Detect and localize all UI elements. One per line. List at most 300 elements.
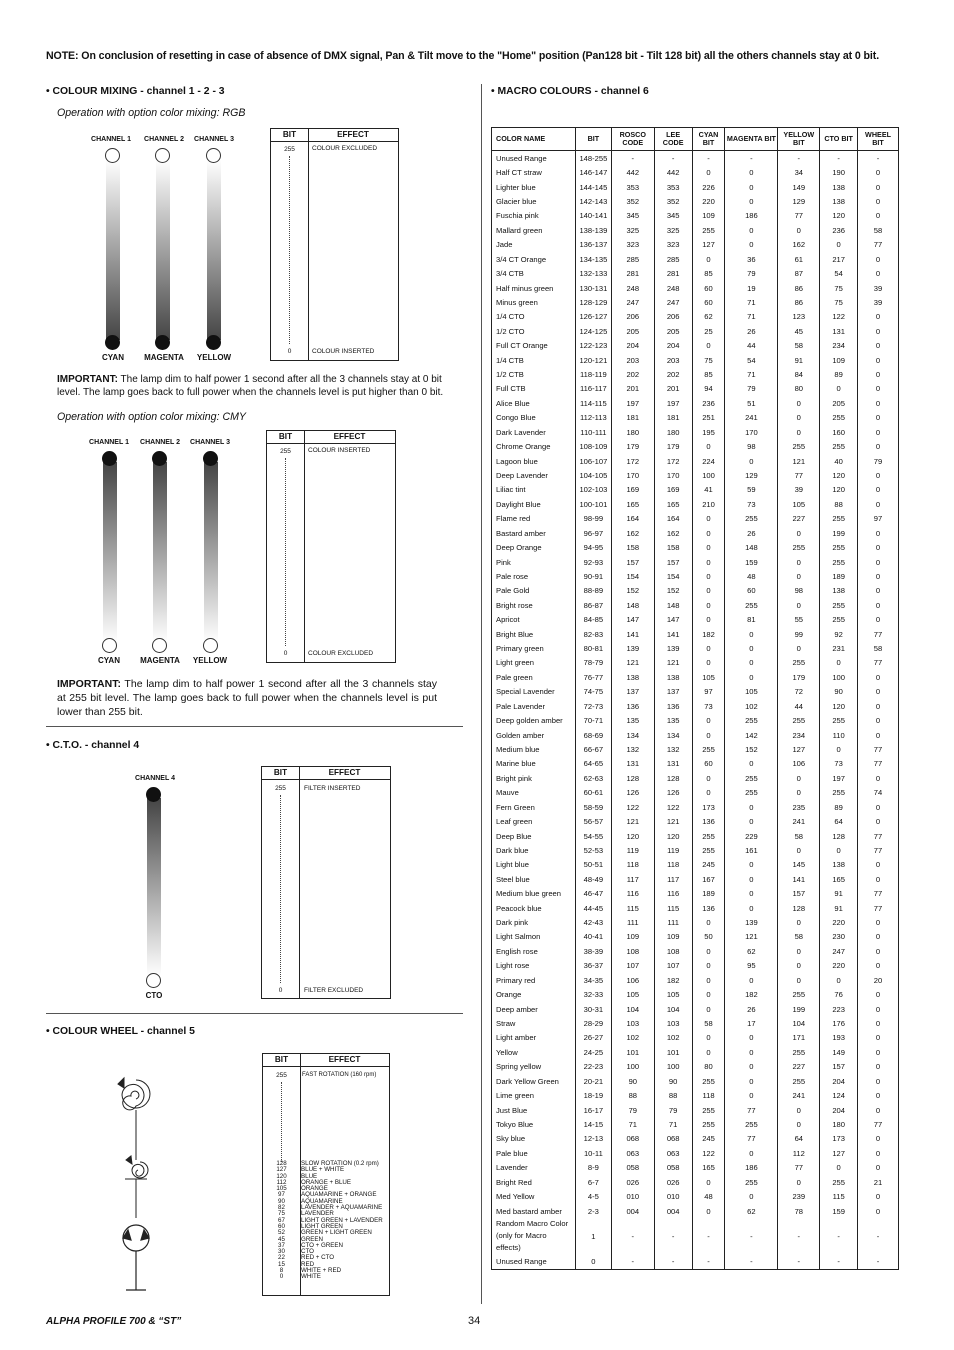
column-header: LEE CODE bbox=[654, 128, 692, 151]
table-cell: 195 bbox=[692, 425, 725, 439]
table-cell: 44 bbox=[725, 338, 778, 352]
table-cell: 30-31 bbox=[575, 1002, 611, 1016]
table-cell: 205 bbox=[611, 324, 654, 338]
cmy-cyan-label: CYAN bbox=[98, 656, 120, 665]
table-cell: 48 bbox=[692, 1189, 725, 1203]
table-cell: 75 bbox=[692, 353, 725, 367]
cto-top-dot bbox=[146, 787, 161, 802]
table-cell: 0 bbox=[820, 742, 858, 756]
table-cell: 0 bbox=[725, 901, 778, 915]
cmy-channel-2-label: CHANNEL 2 bbox=[140, 439, 180, 446]
table-row bbox=[492, 1088, 899, 1102]
effect-value: LAVENDER + AQUAMARINE bbox=[301, 1204, 383, 1212]
table-cell: Lighter blue bbox=[492, 180, 576, 194]
rgb-yellow-top-dot bbox=[206, 148, 221, 163]
table-cell: 77 bbox=[858, 742, 899, 756]
section-divider bbox=[46, 1013, 463, 1014]
table-cell: 165 bbox=[692, 1161, 725, 1175]
table-row bbox=[492, 526, 899, 540]
table-cell: 0 bbox=[820, 656, 858, 670]
table-cell: 41 bbox=[692, 483, 725, 497]
table-cell: 203 bbox=[654, 353, 692, 367]
table-cell: 140-141 bbox=[575, 209, 611, 223]
table-cell: 255 bbox=[692, 829, 725, 843]
bit-value: 67 bbox=[278, 1216, 285, 1224]
table-cell: 206 bbox=[654, 310, 692, 324]
table-cell: 325 bbox=[611, 223, 654, 237]
colour-wheel-effect-list bbox=[301, 1161, 383, 1281]
table-cell: Deep Lavender bbox=[492, 468, 576, 482]
table-row bbox=[492, 1204, 899, 1218]
bit-value: 45 bbox=[278, 1235, 285, 1243]
table-cell: 0 bbox=[858, 930, 899, 944]
table-row bbox=[492, 598, 899, 612]
table-cell: 97 bbox=[692, 685, 725, 699]
table-cell: 26 bbox=[725, 1002, 778, 1016]
bit-value: 0 bbox=[278, 987, 283, 994]
table-cell: 86 bbox=[778, 295, 820, 309]
table-cell: 255 bbox=[820, 512, 858, 526]
table-cell: 85 bbox=[692, 266, 725, 280]
table-cell: 122 bbox=[820, 310, 858, 324]
table-cell: 137 bbox=[611, 685, 654, 699]
table-cell: 118 bbox=[611, 858, 654, 872]
table-cell: 79 bbox=[611, 1103, 654, 1117]
bit-value: 75 bbox=[278, 1210, 285, 1218]
table-row bbox=[492, 829, 899, 843]
table-cell: Spring yellow bbox=[492, 1060, 576, 1074]
table-cell: 77 bbox=[858, 656, 899, 670]
table-cell: 0 bbox=[725, 194, 778, 208]
table-cell: 0 bbox=[725, 670, 778, 684]
table-cell: 18-19 bbox=[575, 1088, 611, 1102]
table-cell: 0 bbox=[778, 555, 820, 569]
table-cell: 201 bbox=[654, 382, 692, 396]
table-cell: 0 bbox=[725, 656, 778, 670]
table-cell: 0 bbox=[725, 887, 778, 901]
table-cell: 71 bbox=[725, 310, 778, 324]
effect-value: COLOUR INSERTED bbox=[312, 348, 375, 355]
table-cell: 77 bbox=[858, 627, 899, 641]
table-row bbox=[492, 367, 899, 381]
table-cell: 118 bbox=[654, 858, 692, 872]
effect-value: ORANGE bbox=[301, 1185, 328, 1193]
table-cell: 0 bbox=[778, 641, 820, 655]
table-cell: - bbox=[778, 151, 820, 166]
table-cell: 204 bbox=[654, 338, 692, 352]
table-cell: Jade bbox=[492, 238, 576, 252]
table-cell: 106-107 bbox=[575, 454, 611, 468]
table-cell: 111 bbox=[654, 915, 692, 929]
table-row bbox=[492, 670, 899, 684]
table-cell: Bright pink bbox=[492, 771, 576, 785]
table-cell: 86 bbox=[778, 281, 820, 295]
table-cell: 141 bbox=[778, 872, 820, 886]
table-cell: 38-39 bbox=[575, 944, 611, 958]
table-cell: 026 bbox=[654, 1175, 692, 1189]
table-cell: 0 bbox=[692, 728, 725, 742]
table-cell: 136-137 bbox=[575, 238, 611, 252]
table-cell: 0 bbox=[858, 1189, 899, 1203]
table-cell: 0 bbox=[858, 800, 899, 814]
table-cell: 95 bbox=[725, 959, 778, 973]
table-cell: 109 bbox=[692, 209, 725, 223]
table-cell: 126 bbox=[611, 786, 654, 800]
table-cell: 154 bbox=[611, 569, 654, 583]
table-cell: 0 bbox=[692, 165, 725, 179]
table-cell: 247 bbox=[611, 295, 654, 309]
table-cell: 0 bbox=[725, 627, 778, 641]
table-cell: 170 bbox=[611, 468, 654, 482]
table-cell: 0 bbox=[725, 757, 778, 771]
bit-value: 82 bbox=[278, 1204, 285, 1212]
table-cell: 234 bbox=[820, 338, 858, 352]
table-cell: Marine blue bbox=[492, 757, 576, 771]
effect-value: RED bbox=[301, 1260, 315, 1268]
table-cell: 115 bbox=[611, 901, 654, 915]
table-cell: 245 bbox=[692, 858, 725, 872]
table-cell: 058 bbox=[654, 1161, 692, 1175]
table-cell: 148 bbox=[725, 540, 778, 554]
table-cell: 0 bbox=[858, 613, 899, 627]
cmy-important-note: IMPORTANT: The lamp dim to half power 1 second after all the 3 channels stay at 255 bit level. The lamp goes back to full power when the channels level is put lower than 255 bit. bbox=[57, 678, 437, 718]
effect-value: ORANGE + BLUE bbox=[301, 1178, 352, 1186]
table-cell: 109 bbox=[820, 353, 858, 367]
table-cell: 131 bbox=[611, 757, 654, 771]
table-cell: 77 bbox=[858, 829, 899, 843]
cmy-magenta-bottom-dot bbox=[152, 638, 167, 653]
table-cell: 54 bbox=[820, 266, 858, 280]
table-cell: 0 bbox=[575, 1254, 611, 1269]
cmy-magenta-fader bbox=[153, 462, 167, 642]
table-cell: 229 bbox=[725, 829, 778, 843]
table-cell: 0 bbox=[858, 872, 899, 886]
table-row bbox=[492, 194, 899, 208]
table-cell: 87 bbox=[778, 266, 820, 280]
table-cell: 17 bbox=[725, 1016, 778, 1030]
table-cell: 0 bbox=[725, 1088, 778, 1102]
table-cell: 3/4 CT Orange bbox=[492, 252, 576, 266]
table-cell: 162 bbox=[611, 526, 654, 540]
table-cell: 161 bbox=[725, 843, 778, 857]
footer-title: ALPHA PROFILE 700 & “ST” bbox=[46, 1316, 182, 1327]
table-cell: 99 bbox=[778, 627, 820, 641]
rgb-important-note: IMPORTANT: The lamp dim to half power 1 second after all the 3 channels stay at 0 bit level. The lamp goes back to full power when the channels level is put higher than 0 bit. bbox=[57, 374, 444, 398]
bit-value: 37 bbox=[278, 1241, 285, 1249]
table-cell: 173 bbox=[692, 800, 725, 814]
table-cell: 97 bbox=[858, 512, 899, 526]
table-row bbox=[492, 180, 899, 194]
table-cell: - bbox=[858, 151, 899, 166]
table-cell: 230 bbox=[820, 930, 858, 944]
table-cell: 352 bbox=[654, 194, 692, 208]
table-row bbox=[492, 310, 899, 324]
table-cell: 182 bbox=[725, 987, 778, 1001]
table-cell: Pale Gold bbox=[492, 584, 576, 598]
table-cell: 0 bbox=[858, 540, 899, 554]
table-cell: 64 bbox=[778, 1132, 820, 1146]
table-cell: - bbox=[692, 1218, 725, 1254]
table-cell: 105 bbox=[692, 670, 725, 684]
table-cell: 117 bbox=[654, 872, 692, 886]
table-row bbox=[492, 540, 899, 554]
table-cell: 255 bbox=[692, 1074, 725, 1088]
table-cell: 148 bbox=[611, 598, 654, 612]
table-cell: 0 bbox=[858, 987, 899, 1001]
table-cell: Lagoon blue bbox=[492, 454, 576, 468]
table-cell: 0 bbox=[692, 713, 725, 727]
table-cell: 3/4 CTB bbox=[492, 266, 576, 280]
table-row bbox=[492, 1161, 899, 1175]
table-cell: 36-37 bbox=[575, 959, 611, 973]
table-cell: 100 bbox=[820, 670, 858, 684]
column-header: COLOR NAME bbox=[492, 128, 576, 151]
table-cell: 226 bbox=[692, 180, 725, 194]
table-cell: 20 bbox=[858, 973, 899, 987]
table-cell: 159 bbox=[820, 1204, 858, 1218]
table-cell: English rose bbox=[492, 944, 576, 958]
table-cell: Deep golden amber bbox=[492, 713, 576, 727]
cmy-magenta-top-dot bbox=[152, 451, 167, 466]
table-cell: Minus green bbox=[492, 295, 576, 309]
table-cell: 51 bbox=[725, 396, 778, 410]
cto-heading: • C.T.O. - channel 4 bbox=[46, 740, 140, 751]
table-cell: - bbox=[692, 151, 725, 166]
cto-fader bbox=[147, 798, 161, 976]
rgb-cyan-top-dot bbox=[105, 148, 120, 163]
effect-value: CTO + GREEN bbox=[301, 1241, 344, 1249]
table-cell: 248 bbox=[611, 281, 654, 295]
table-cell: 0 bbox=[778, 526, 820, 540]
table-cell: 6-7 bbox=[575, 1175, 611, 1189]
table-cell: 255 bbox=[725, 771, 778, 785]
table-cell: 58 bbox=[858, 641, 899, 655]
table-cell: 94 bbox=[692, 382, 725, 396]
fast-rotation-icon bbox=[118, 1078, 150, 1160]
table-cell: 77 bbox=[725, 1103, 778, 1117]
table-cell: 193 bbox=[820, 1031, 858, 1045]
table-cell: 255 bbox=[778, 1074, 820, 1088]
table-row bbox=[492, 656, 899, 670]
table-cell: 81 bbox=[725, 613, 778, 627]
table-cell: 79 bbox=[654, 1103, 692, 1117]
table-cell: 79 bbox=[725, 266, 778, 280]
table-cell: 205 bbox=[820, 396, 858, 410]
rgb-cyan-bottom-dot bbox=[105, 335, 120, 350]
table-cell: 255 bbox=[692, 742, 725, 756]
table-cell: 255 bbox=[725, 598, 778, 612]
table-row bbox=[492, 584, 899, 598]
table-cell: 0 bbox=[858, 915, 899, 929]
table-cell: 223 bbox=[820, 1002, 858, 1016]
table-cell: 236 bbox=[820, 223, 858, 237]
rgb-magenta-label: MAGENTA bbox=[144, 353, 184, 362]
rgb-subtitle: Operation with option color mixing: RGB bbox=[57, 107, 246, 119]
table-cell: 122 bbox=[611, 800, 654, 814]
table-cell: 58 bbox=[858, 223, 899, 237]
rgb-magenta-fader bbox=[156, 160, 170, 340]
table-cell: 179 bbox=[778, 670, 820, 684]
table-cell: 231 bbox=[820, 641, 858, 655]
table-cell: - bbox=[611, 1218, 654, 1254]
effect-value: AQUAMARINE bbox=[301, 1197, 343, 1205]
table-cell: 119 bbox=[611, 843, 654, 857]
table-cell: 181 bbox=[611, 411, 654, 425]
table-cell: 103 bbox=[654, 1016, 692, 1030]
table-cell: 206 bbox=[611, 310, 654, 324]
table-row bbox=[492, 295, 899, 309]
table-cell: 197 bbox=[654, 396, 692, 410]
column-header: ROSCO CODE bbox=[611, 128, 654, 151]
table-cell: 50 bbox=[692, 930, 725, 944]
table-row bbox=[492, 439, 899, 453]
table-cell: 0 bbox=[725, 641, 778, 655]
table-cell: 58 bbox=[778, 338, 820, 352]
table-cell: 0 bbox=[858, 584, 899, 598]
table-cell: 138 bbox=[820, 858, 858, 872]
column-header: YELLOW BIT bbox=[778, 128, 820, 151]
table-cell: Apricot bbox=[492, 613, 576, 627]
table-cell: 0 bbox=[725, 1045, 778, 1059]
table-cell: 141 bbox=[611, 627, 654, 641]
table-cell: 120 bbox=[820, 468, 858, 482]
table-cell: Leaf green bbox=[492, 814, 576, 828]
table-cell: Primary green bbox=[492, 641, 576, 655]
table-cell: 0 bbox=[692, 959, 725, 973]
table-cell: 149 bbox=[778, 180, 820, 194]
table-row bbox=[492, 1175, 899, 1189]
table-cell: 42-43 bbox=[575, 915, 611, 929]
table-cell: 104 bbox=[778, 1016, 820, 1030]
table-cell: 138 bbox=[820, 180, 858, 194]
table-cell: 68-69 bbox=[575, 728, 611, 742]
table-cell: 0 bbox=[858, 1074, 899, 1088]
table-cell: 255 bbox=[820, 411, 858, 425]
table-cell: 135 bbox=[654, 713, 692, 727]
table-cell: 92 bbox=[820, 627, 858, 641]
section-divider bbox=[46, 726, 463, 727]
table-cell: Light rose bbox=[492, 959, 576, 973]
table-cell: 0 bbox=[778, 959, 820, 973]
table-cell: 0 bbox=[858, 1088, 899, 1102]
table-cell: 247 bbox=[654, 295, 692, 309]
table-cell: 127 bbox=[778, 742, 820, 756]
table-cell: 129 bbox=[725, 468, 778, 482]
table-cell: 241 bbox=[725, 411, 778, 425]
rgb-channel-2-label: CHANNEL 2 bbox=[144, 136, 184, 143]
rgb-magenta-top-dot bbox=[155, 148, 170, 163]
table-cell: 0 bbox=[725, 973, 778, 987]
table-cell: 71 bbox=[611, 1117, 654, 1131]
table-cell: 0 bbox=[725, 1060, 778, 1074]
table-row bbox=[492, 973, 899, 987]
effect-value: WHITE + RED bbox=[301, 1267, 342, 1275]
effect-value: AQUAMARINE + ORANGE bbox=[301, 1191, 377, 1199]
table-cell: 010 bbox=[654, 1189, 692, 1203]
table-cell: 107 bbox=[654, 959, 692, 973]
table-cell: 197 bbox=[820, 771, 858, 785]
table-cell: 111 bbox=[611, 915, 654, 929]
table-cell: 255 bbox=[778, 656, 820, 670]
table-cell: 0 bbox=[858, 180, 899, 194]
cto-bit-effect-table bbox=[261, 766, 391, 999]
table-cell: 70-71 bbox=[575, 713, 611, 727]
table-cell: 0 bbox=[778, 915, 820, 929]
table-cell: 152 bbox=[654, 584, 692, 598]
table-row bbox=[492, 872, 899, 886]
cmy-cyan-top-dot bbox=[102, 451, 117, 466]
table-cell: 0 bbox=[858, 1146, 899, 1160]
table-cell: 107 bbox=[611, 959, 654, 973]
table-cell: 162 bbox=[778, 238, 820, 252]
table-cell: 131 bbox=[820, 324, 858, 338]
table-cell: 130-131 bbox=[575, 281, 611, 295]
table-row bbox=[492, 800, 899, 814]
table-cell: 0 bbox=[858, 266, 899, 280]
table-cell: 179 bbox=[611, 439, 654, 453]
fixed-position-icon bbox=[123, 1225, 149, 1290]
table-cell: 2-3 bbox=[575, 1204, 611, 1218]
table-cell: 71 bbox=[725, 367, 778, 381]
table-cell: 105 bbox=[725, 685, 778, 699]
table-cell: Pale rose bbox=[492, 569, 576, 583]
table-cell: 0 bbox=[858, 959, 899, 973]
cmy-channel-1-label: CHANNEL 1 bbox=[89, 439, 129, 446]
bit-value: 0 bbox=[283, 650, 288, 657]
table-cell: Full CTB bbox=[492, 382, 576, 396]
table-row bbox=[492, 613, 899, 627]
table-cell: Medium blue bbox=[492, 742, 576, 756]
bit-value: 127 bbox=[276, 1166, 287, 1174]
table-cell: 0 bbox=[778, 411, 820, 425]
table-cell: 217 bbox=[820, 252, 858, 266]
table-cell: 62 bbox=[725, 1204, 778, 1218]
table-cell: 21 bbox=[858, 1175, 899, 1189]
table-row bbox=[492, 786, 899, 800]
table-cell: 0 bbox=[692, 1045, 725, 1059]
rgb-channel-3-label: CHANNEL 3 bbox=[194, 136, 234, 143]
table-cell: 0 bbox=[725, 223, 778, 237]
bit-header: BIT bbox=[273, 768, 288, 777]
table-cell: 442 bbox=[654, 165, 692, 179]
table-cell: 110-111 bbox=[575, 425, 611, 439]
table-cell: 106 bbox=[778, 757, 820, 771]
table-cell: 80 bbox=[778, 382, 820, 396]
table-cell: - bbox=[654, 1218, 692, 1254]
table-cell: 79 bbox=[725, 382, 778, 396]
table-cell: 157 bbox=[611, 555, 654, 569]
table-cell: 0 bbox=[778, 771, 820, 785]
table-cell: 0 bbox=[858, 1132, 899, 1146]
table-cell: Glacier blue bbox=[492, 194, 576, 208]
table-cell: 58 bbox=[778, 829, 820, 843]
effect-value: COLOUR EXCLUDED bbox=[312, 145, 378, 152]
table-cell: 189 bbox=[820, 569, 858, 583]
table-cell: Pale green bbox=[492, 670, 576, 684]
table-cell: 172 bbox=[611, 454, 654, 468]
table-cell: 0 bbox=[692, 1031, 725, 1045]
table-cell: 132-133 bbox=[575, 266, 611, 280]
table-cell: 1/2 CTO bbox=[492, 324, 576, 338]
table-cell: 73 bbox=[725, 497, 778, 511]
table-cell: 165 bbox=[820, 872, 858, 886]
table-cell: 0 bbox=[692, 613, 725, 627]
table-cell: 80-81 bbox=[575, 641, 611, 655]
cto-channel-label: CHANNEL 4 bbox=[135, 775, 175, 782]
table-cell: Flame red bbox=[492, 512, 576, 526]
table-cell: Deep Blue bbox=[492, 829, 576, 843]
table-cell: 199 bbox=[778, 1002, 820, 1016]
